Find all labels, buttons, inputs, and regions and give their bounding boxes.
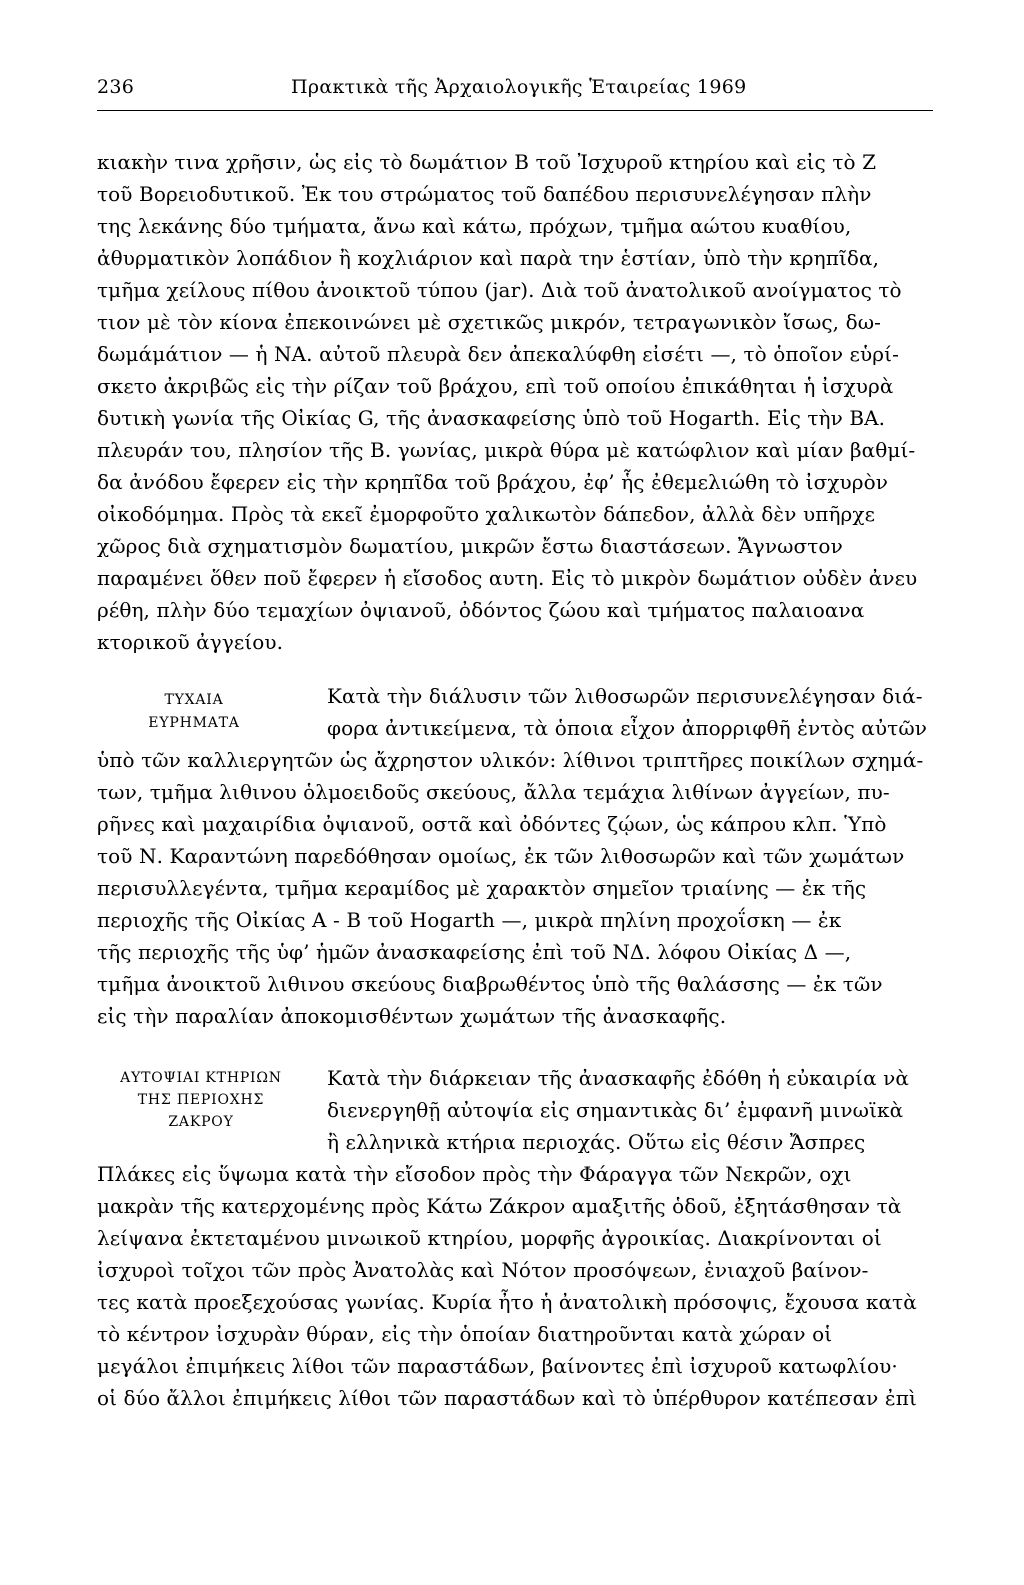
text-line: ρῆνες καὶ μαχαιρίδια ὀψιανοῦ, οστᾶ καὶ ὀδόντες ζῴων, ὡς κάπρου κλπ. Ὑπὸ	[97, 812, 887, 836]
side-heading-line: ΕΥΡΗΜΑΤΑ	[148, 715, 240, 731]
text-line: ἀθυρματικὸν λοπάδιον ἢ κοχλιάριον καὶ παρὰ την ἑστίαν, ὑπὸ τὴν κρηπῖδα,	[97, 246, 880, 270]
text-line: τες κατὰ προεξεχούσας γωνίας. Κυρία ἦτο ἡ ἀνατολικὴ πρόσοψις, ἔχουσα κατὰ	[97, 1290, 917, 1314]
text-line: Πλάκες εἰς ὕψωμα κατὰ τὴν εἴσοδον πρὸς τὴν Φάραγγα τῶν Νεκρῶν, οχι	[97, 1162, 852, 1186]
text-line: παραμένει ὅθεν ποῦ ἔφερεν ἡ εἴσοδος αυτη. Εἰς τὸ μικρὸν δωμάτιον οὐδὲν ἀνευ	[97, 566, 918, 590]
text-line: τοῦ Βορειοδυτικοῦ. Ἐκ του στρώματος τοῦ δαπέδου περισυνελέγησαν πλὴν	[97, 182, 872, 206]
text-line: κτορικοῦ ἀγγείου.	[97, 630, 284, 654]
text-line: δα ἀνόδου ἔφερεν εἰς τὴν κρηπῖδα τοῦ βράχου, ἐφ’ ἧς ἐθεμελιώθη τὸ ἰσχυρὸν	[97, 470, 889, 494]
text-line: δυτικὴ γωνία τῆς Οἰκίας G, τῆς ἀνασκαφείσης ὑπὸ τοῦ Hogarth. Εἰς τὴν ΒΑ.	[97, 406, 886, 430]
text-line: ρέθη, πλὴν δύο τεμαχίων ὀψιανοῦ, ὀδόντος ζώου καὶ τμήματος παλαιοανα	[97, 598, 865, 622]
text-line: τῆς περιοχῆς τῆς ὑφ’ ἡμῶν ἀνασκαφείσης ἐπὶ τοῦ ΝΔ. λόφου Οἰκίας Δ —,	[97, 940, 852, 964]
text-line: Κατὰ τὴν διάλυσιν τῶν λιθοσωρῶν περισυνελέγησαν διά-	[327, 684, 923, 708]
text-line: τμῆμα ἀνοικτοῦ λιθινου σκεύους διαβρωθέντος ὑπὸ τῆς θαλάσσης — ἐκ τῶν	[97, 972, 883, 996]
text-line: ὑπὸ τῶν καλλιεργητῶν ὡς ἄχρηστον υλικόν: λίθινοι τριπτῆρες ποικίλων σχημά-	[97, 748, 924, 772]
text-line: περισυλλεγέντα, τμῆμα κεραμίδος μὲ χαρακτὸν σημεῖον τριαίνης — ἐκ τῆς	[97, 876, 867, 900]
text-line: μεγάλοι ἐπιμήκεις λίθοι τῶν παραστάδων, βαίνοντες ἐπὶ ἰσχυροῦ κατωφλίου·	[97, 1354, 898, 1378]
text-line: φορα ἀντικείμενα, τὰ ὁποια εἶχον ἀπορριφθῆ ἐντὸς αὐτῶν	[327, 716, 927, 740]
page-number: 236	[97, 76, 135, 98]
text-line: χῶρος διὰ σχηματισμὸν δωματίου, μικρῶν ἔστω διαστάσεων. Ἄγνωστον	[97, 534, 843, 558]
side-heading-line: ΖΑΚΡΟΥ	[168, 1114, 234, 1130]
text-line: περιοχῆς τῆς Οἰκίας Α - Β τοῦ Hogarth —, μικρὰ πηλίνη προχοΐσκη — ἐκ	[97, 908, 842, 932]
text-line: σκετο ἀκριβῶς εἰς τὴν ρίζαν τοῦ βράχου, επὶ τοῦ οποίου ἐπικάθηται ἡ ἰσχυρὰ	[97, 374, 894, 398]
text-line: των, τμῆμα λιθινου ὁλμοειδοῦς σκεύους, ἄλλα τεμάχια λιθίνων ἀγγείων, πυ-	[97, 780, 890, 804]
text-line: οἱ δύο ἄλλοι ἐπιμήκεις λίθοι τῶν παραστάδων καὶ τὸ ὑπέρθυρον κατέπεσαν ἐπὶ	[97, 1386, 917, 1410]
text-line: δωμάμάτιον — ἡ ΝΑ. αὐτοῦ πλευρὰ δεν ἀπεκαλύφθη εἰσέτι —, τὸ ὁποῖον εὑρί-	[97, 342, 899, 366]
text-line: κιακὴν τινα χρῆσιν, ὡς εἰς τὸ δωμάτιον Β τοῦ Ἰσχυροῦ κτηρίου καὶ εἰς τὸ Ζ	[97, 150, 877, 174]
text-line: λείψανα ἐκτεταμένου μινωικοῦ κτηρίου, μορφῆς ἀγροικίας. Διακρίνονται οἱ	[97, 1226, 882, 1250]
text-line: ἢ ελληνικὰ κτήρια περιοχάς. Οὕτω εἰς θέσιν Ἄσπρες	[327, 1130, 866, 1154]
text-line: τὸ κέντρον ἰσχυρὰν θύραν, εἰς τὴν ὁποίαν διατηροῦνται κατὰ χώραν οἱ	[97, 1322, 833, 1346]
text-line: τοῦ Ν. Καραντώνη παρεδόθησαν ομοίως, ἐκ τῶν λιθοσωρῶν καὶ τῶν χωμάτων	[97, 844, 905, 868]
text-line: εἰς τὴν παραλίαν ἀποκομισθέντων χωμάτων τῆς ἀνασκαφῆς.	[97, 1004, 727, 1028]
side-heading-line: ΑΥΤΟΨΙΑΙ ΚΤΗΡΙΩΝ	[120, 1070, 282, 1086]
running-title: Πρακτικὰ τῆς Ἀρχαιολογικῆς Ἑταιρείας 1969	[291, 76, 747, 98]
side-heading-line: ΤΗΣ ΠΕΡΙΟΧΗΣ	[137, 1092, 265, 1108]
text-line: ἰσχυροὶ τοῖχοι τῶν πρὸς Ἀνατολὰς καὶ Νότον προσόψεων, ἐνιαχοῦ βαίνον-	[97, 1258, 869, 1282]
text-line: τιον μὲ τὸν κίονα ἐπεκοινώνει μὲ σχετικῶς μικρόν, τετραγωνικὸν ἴσως, δω-	[97, 310, 881, 334]
text-line: τμῆμα χείλους πίθου ἀνοικτοῦ τύπου (jar). Διὰ τοῦ ἀνατολικοῦ ανοίγματος τὸ	[97, 278, 902, 302]
text-line: της λεκάνης δύο τμήματα, ἄνω καὶ κάτω, πρόχων, τμῆμα αώτου κυαθίου,	[97, 214, 852, 238]
text-line: μακρὰν τῆς κατερχομένης πρὸς Κάτω Ζάκρον αμαξιτῆς ὁδοῦ, ἐξητάσθησαν τὰ	[97, 1194, 902, 1218]
text-line: Κατὰ τὴν διάρκειαν τῆς ἀνασκαφῆς ἐδόθη ἡ εὐκαιρία νὰ	[327, 1066, 910, 1090]
side-heading-line: ΤΥΧΑΙΑ	[164, 692, 224, 708]
text-line: οἰκοδόμημα. Πρὸς τὰ εκεῖ ἐμορφοῦτο χαλικωτὸν δάπεδον, ἀλλὰ δὲν υπῆρχε	[97, 502, 876, 526]
header-rule	[97, 110, 933, 111]
text-line: διενεργηθῇ αὐτοψία εἰς σημαντικὰς δι’ ἐμφανῆ μινωϊκὰ	[327, 1098, 904, 1122]
text-line: πλευράν του, πλησίον τῆς Β. γωνίας, μικρὰ θύρα μὲ κατώφλιον καὶ μίαν βαθμί-	[97, 438, 916, 462]
